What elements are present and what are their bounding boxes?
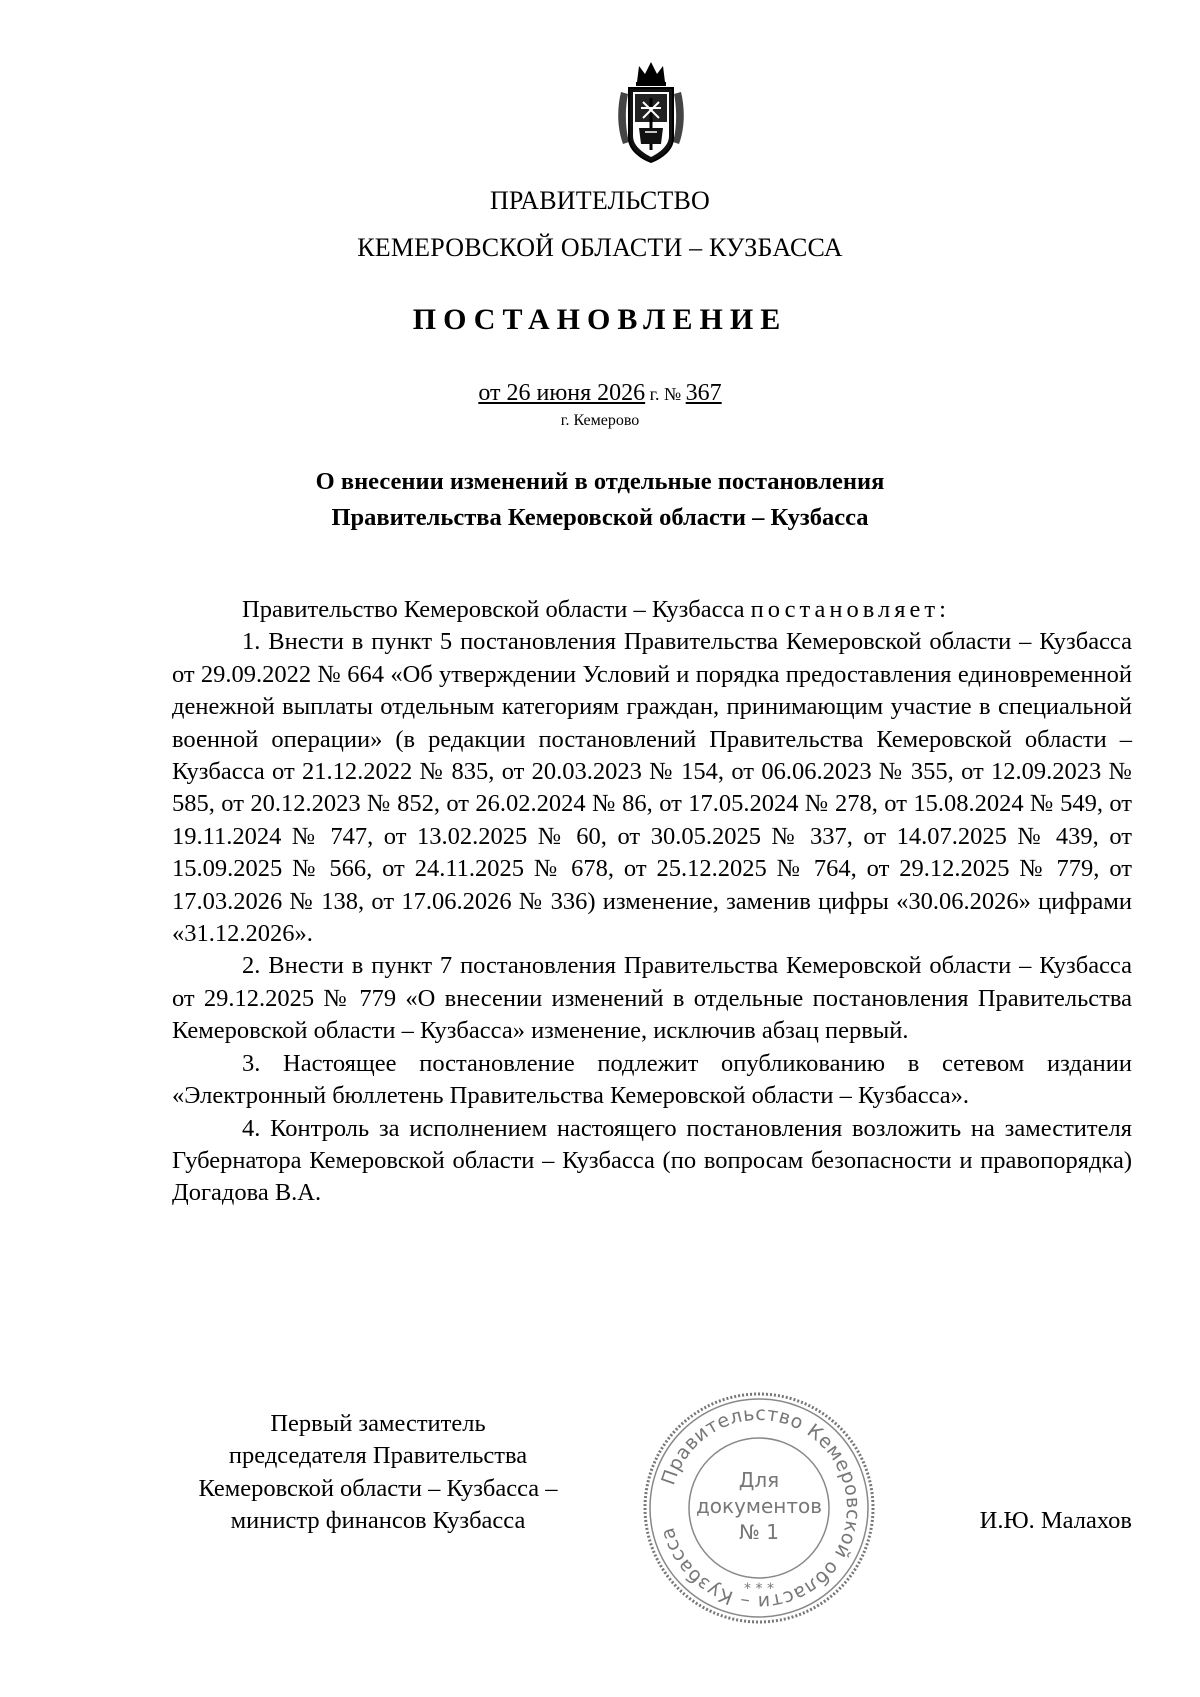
paragraph-1: 1. Внести в пункт 5 постановления Правительства Кемеровской области – Кузбасса от 29.09.2022 № 664 «Об утверждении Условий и порядка предоставления единовременной денежной выплаты отдельным категориям граждан, принимающим участие в специальной военной операции» (в редакции постановлений Правительства Кемеровской области – Кузбасса от 21.12.2022 № 835, от 20.03.2023 № 154, от 06.06.2023 № 355, от 12.09.2023 № 585, от 20.12.2023 № 852, от 26.02.2024 № 86, от 17.05.2024 № 278, от 15.08.2024 № 549, от 19.11.2024 № 747, от 13.02.2025 № 60, от 30.05.2025 № 337, от 14.07.2025 № 439, от 15.09.2025 № 566, от 24.11.2025 № 678, от 25.12.2025 № 764, от 29.12.2025 № 779, от 17.03.2026 № 138, от 17.06.2026 № 336) изменение, заменив цифры «30.06.2026» цифрами «31.12.2026». <box>172 628 1132 948</box>
date-prefix: от <box>478 380 507 406</box>
stamp-center-line3: № 1 <box>739 1520 779 1544</box>
number-prefix: г. № <box>645 384 686 404</box>
signer-title-line4: министр финансов Кузбасса <box>230 1507 526 1535</box>
signer-title-line1: Первый заместитель <box>270 1410 486 1437</box>
document-subject <box>0 464 1200 536</box>
intro-text: Правительство Кемеровской области – Кузбасса <box>242 596 751 623</box>
signer-title <box>158 1408 598 1538</box>
document-type-title: ПОСТАНОВЛЕНИЕ <box>412 303 788 336</box>
paragraph-3: 3. Настоящее постановление подлежит опубликованию в сетевом издании «Электронный бюллетень Правительства Кемеровской области – Кузбасса». <box>172 1049 1132 1110</box>
signer-title-line2: председателя Правительства <box>228 1442 528 1470</box>
intro-paragraph <box>172 594 1132 626</box>
document-body <box>172 594 1132 1210</box>
document-date-number <box>0 380 1200 407</box>
paragraph-2: 2. Внести в пункт 7 постановления Правительства Кемеровской области – Кузбасса от 29.12.2025 № 779 «О внесении изменений в отдельные постановления Правительства Кемеровской области – Кузбасса» изменение, исключив абзац первый. <box>172 952 1132 1045</box>
signer-name: И.Ю. Малахов <box>979 1507 1132 1534</box>
org-name-line2: КЕМЕРОВСКОЙ ОБЛАСТИ – КУЗБАССА <box>357 233 843 262</box>
stamp-center-line1: Для <box>738 1468 780 1492</box>
document-date: 26 июня 2026 <box>506 380 646 406</box>
signer-title-line3: Кемеровской области – Кузбасса – <box>198 1474 558 1502</box>
org-name-line1: ПРАВИТЕЛЬСТВО <box>489 186 711 215</box>
stamp-stars: * * * <box>744 1581 774 1597</box>
document-city: г. Кемерово <box>560 412 640 429</box>
subject-line2: Правительства Кемеровской области – Кузбасса <box>331 504 869 531</box>
official-stamp <box>638 1387 880 1629</box>
stamp-center-line2: документов <box>695 1494 823 1518</box>
paragraph-4: 4. Контроль за исполнением настоящего постановления возложить на заместителя Губернатора Кемеровской области – Кузбасса (по вопросам безопасности и правопорядка) Догадова В.А. <box>172 1114 1132 1207</box>
subject-line1: О внесении изменений в отдельные постановления <box>315 468 885 495</box>
coat-of-arms-icon <box>615 58 687 166</box>
stamp-ring-text: Правительство Кемеровской области – Кузбасса <box>656 1402 865 1614</box>
intro-resolves: постановляет: <box>750 596 950 623</box>
document-number: 367 <box>685 380 722 406</box>
